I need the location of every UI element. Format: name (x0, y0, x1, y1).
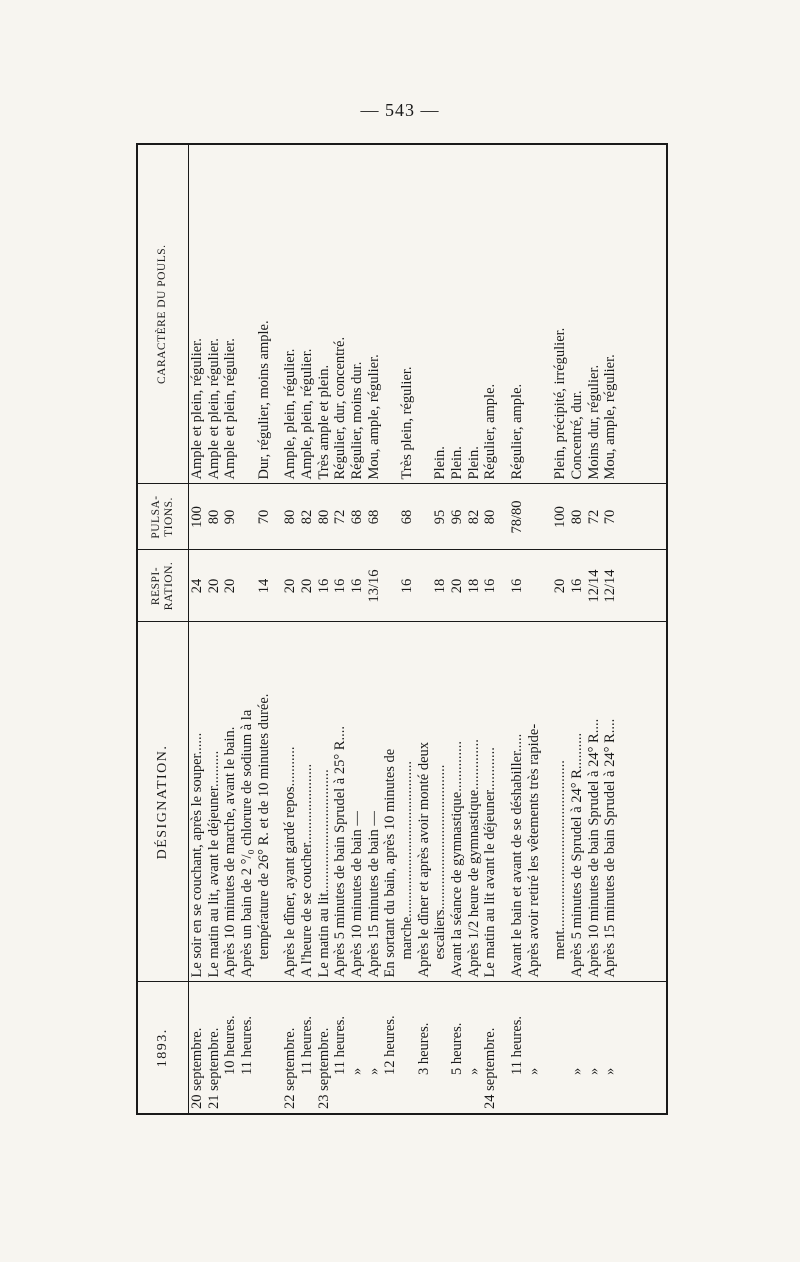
table-row (349, 144, 366, 1114)
header-designation: DÉSIGNATION. (137, 622, 189, 982)
row-spacer (499, 144, 509, 1114)
page-number: — 543 — (360, 100, 440, 120)
table-row (399, 144, 416, 1114)
row-pulsations (526, 484, 543, 550)
table-row (332, 144, 349, 1114)
row-spacer (542, 144, 552, 1114)
row-pulsations: 80 (206, 484, 223, 550)
row-date (256, 982, 273, 1114)
row-respiration: 16 (316, 550, 333, 622)
row-respiration: 20 (206, 550, 223, 622)
row-pulsations: 70 (256, 484, 273, 550)
row-pulsations: 68 (366, 484, 383, 550)
table-row (569, 144, 586, 1114)
row-designation: En sortant du bain, après 10 minutes de (382, 622, 399, 982)
table-row (239, 144, 256, 1114)
spacer-cell (272, 144, 282, 484)
row-pulsations: 80 (316, 484, 333, 550)
filler-cell (619, 484, 667, 550)
table-row (382, 144, 399, 1114)
table-row (509, 144, 526, 1114)
row-date: 11 heures. (299, 982, 316, 1114)
row-caractere: Régulier, dur, concentré. (332, 336, 349, 480)
row-pulsations (416, 484, 433, 550)
row-date (432, 982, 449, 1114)
row-respiration: 18 (466, 550, 483, 622)
table-row (366, 144, 383, 1114)
row-designation: Le matin au lit.................................. (316, 622, 333, 982)
row-caractere: Régulier, ample. (482, 383, 499, 480)
spacer-cell (272, 982, 282, 1114)
row-date: » (602, 982, 619, 1114)
row-caractere: Plein. (449, 446, 466, 480)
row-designation: Après 1/2 heure de gymnastique.............. (466, 622, 483, 982)
row-pulsations: 78/80 (509, 484, 526, 550)
row-pulsations: 82 (466, 484, 483, 550)
row-date: » (366, 982, 383, 1114)
spacer-cell (542, 982, 552, 1114)
row-designation: Après 15 minutes de bain — (366, 622, 383, 982)
row-designation: Après 10 minutes de bain — (349, 622, 366, 982)
row-designation: escaliers........................................ (432, 622, 449, 982)
row-caractere: Ample et plein, régulier. (189, 338, 205, 480)
table-row (282, 144, 299, 1114)
row-designation: Après 5 minutes de bain Sprudel à 25° R.... (332, 622, 349, 982)
row-caractere: Ample, plein, régulier. (282, 348, 299, 480)
row-date: » (526, 982, 543, 1114)
row-respiration (239, 550, 256, 622)
row-designation: marche........................................... (399, 622, 416, 982)
header-respiration: RESPI- RATION. (137, 550, 189, 622)
spacer-cell (272, 550, 282, 622)
row-designation: ment............................................... (552, 622, 569, 982)
row-date: 24 septembre. (482, 982, 499, 1114)
row-pulsations: 96 (449, 484, 466, 550)
spacer-cell (499, 484, 509, 550)
row-designation: température de 26° R. et de 10 minutes durée. (256, 622, 273, 982)
table-row (206, 144, 223, 1114)
row-pulsations: 72 (586, 484, 603, 550)
row-respiration: 16 (399, 550, 416, 622)
row-designation: Avant la séance de gymnastique.............. (449, 622, 466, 982)
row-respiration: 12/14 (602, 550, 619, 622)
row-respiration: 16 (332, 550, 349, 622)
row-respiration: 20 (282, 550, 299, 622)
spacer-cell (542, 484, 552, 550)
spacer-cell (272, 484, 282, 550)
table-row (416, 144, 433, 1114)
table-row (189, 144, 206, 1114)
row-pulsations: 82 (299, 484, 316, 550)
spacer-cell (499, 622, 509, 982)
spacer-cell (542, 622, 552, 982)
table-row (449, 144, 466, 1114)
row-pulsations: 80 (482, 484, 499, 550)
spacer-cell (272, 622, 282, 982)
row-respiration: 18 (432, 550, 449, 622)
table-row (586, 144, 603, 1114)
row-spacer (272, 144, 282, 1114)
row-designation: Après le dîner, ayant gardé repos........... (282, 622, 299, 982)
spacer-cell (499, 550, 509, 622)
row-designation: Après 10 minutes de bain Sprudel à 24° R.... (586, 622, 603, 982)
table-row (482, 144, 499, 1114)
row-date: 12 heures. (382, 982, 399, 1114)
row-date: » (569, 982, 586, 1114)
row-pulsations: 72 (332, 484, 349, 550)
row-respiration: 20 (299, 550, 316, 622)
row-caractere: Très plein, régulier. (399, 366, 416, 480)
row-designation: Après 15 minutes de bain Sprudel à 24° R.... (602, 622, 619, 982)
header-pulsations: PULSA- TIONS. (137, 484, 189, 550)
row-pulsations: 90 (222, 484, 239, 550)
row-date: » (349, 982, 366, 1114)
filler-cell (619, 622, 667, 982)
row-date: » (466, 982, 483, 1114)
table-row (552, 144, 569, 1114)
row-respiration: 24 (189, 550, 206, 622)
row-pulsations: 100 (189, 484, 206, 550)
table-row (299, 144, 316, 1114)
row-date: 22 septembre. (282, 982, 299, 1114)
row-pulsations: 80 (282, 484, 299, 550)
row-respiration: 20 (552, 550, 569, 622)
row-caractere (416, 144, 433, 484)
row-pulsations: 68 (349, 484, 366, 550)
row-caractere: Régulier, moins dur. (349, 361, 366, 480)
row-date: 11 heures. (239, 982, 256, 1114)
table-container (136, 145, 668, 1115)
table-row (432, 144, 449, 1114)
row-respiration: 14 (256, 550, 273, 622)
row-designation: A l'heure de se coucher...................... (299, 622, 316, 982)
row-designation: Le matin au lit, avant le déjeuner.......... (206, 622, 223, 982)
filler-cell (619, 144, 667, 484)
row-caractere: Mou, ample, régulier. (602, 354, 619, 480)
row-designation: Après 10 minutes de marche, avant le bain. (222, 622, 239, 982)
row-respiration: 13/16 (366, 550, 383, 622)
spacer-cell (499, 982, 509, 1114)
table-header-row (137, 144, 189, 1114)
row-caractere: Moins dur, régulier. (585, 364, 602, 480)
row-respiration: 16 (569, 550, 586, 622)
row-respiration: 16 (509, 550, 526, 622)
row-caractere: Plein, précipité, irrégulier. (552, 327, 569, 480)
row-respiration (416, 550, 433, 622)
row-caractere: Plein. (432, 446, 449, 480)
pulse-table (136, 143, 668, 1115)
header-caractere: CARACTÈRE DU POULS. (137, 144, 189, 484)
row-caractere: Mou, ample, régulier. (365, 354, 382, 480)
filler-cell (619, 982, 667, 1114)
spacer-cell (542, 144, 552, 484)
row-caractere: Plein. (465, 446, 482, 480)
row-caractere: Ample et plein, régulier. (222, 338, 239, 480)
row-respiration (382, 550, 399, 622)
row-date: 11 heures. (509, 982, 526, 1114)
table-row (526, 144, 543, 1114)
row-date: 21 septembre. (206, 982, 223, 1114)
row-caractere (382, 144, 399, 484)
row-respiration: 20 (449, 550, 466, 622)
row-date: 10 heures. (222, 982, 239, 1114)
row-designation: Après avoir retiré les vêtements très rapide- (526, 622, 543, 982)
spacer-cell (542, 550, 552, 622)
header-date: 1893. (137, 982, 189, 1114)
table-row (256, 144, 273, 1114)
row-pulsations (382, 484, 399, 550)
row-pulsations: 70 (602, 484, 619, 550)
row-respiration (526, 550, 543, 622)
table-row (316, 144, 333, 1114)
table-row (466, 144, 483, 1114)
spacer-cell (499, 144, 509, 484)
row-designation: Avant le bain et avant de se déshabiller..... (509, 622, 526, 982)
row-pulsations: 95 (432, 484, 449, 550)
table-row (222, 144, 239, 1114)
row-caractere (526, 144, 543, 484)
row-filler (619, 144, 667, 1114)
row-date: 3 heures. (416, 982, 433, 1114)
row-respiration: 16 (482, 550, 499, 622)
row-date (552, 982, 569, 1114)
row-date: 11 heures. (332, 982, 349, 1114)
row-date: 20 septembre. (189, 982, 206, 1114)
rotated-table (136, 145, 668, 1115)
row-pulsations: 80 (569, 484, 586, 550)
row-designation: Après le dîner et après avoir monté deux (416, 622, 433, 982)
row-date: » (586, 982, 603, 1114)
table-body (189, 144, 668, 1114)
row-caractere: Ample et plein, régulier. (205, 338, 222, 480)
row-date (399, 982, 416, 1114)
row-designation: Après 5 minutes de Sprudel à 24° R.......... (569, 622, 586, 982)
row-caractere: Dur, régulier, moins ample. (255, 320, 272, 480)
row-caractere: Concentré, dur. (569, 390, 586, 480)
row-respiration: 20 (222, 550, 239, 622)
row-pulsations: 68 (399, 484, 416, 550)
row-caractere (239, 144, 256, 484)
row-pulsations: 100 (552, 484, 569, 550)
row-caractere: Ample, plein, régulier. (299, 348, 316, 480)
row-pulsations (239, 484, 256, 550)
row-respiration: 16 (349, 550, 366, 622)
row-respiration: 12/14 (586, 550, 603, 622)
row-date: 5 heures. (449, 982, 466, 1114)
table-row (602, 144, 619, 1114)
row-designation: Le matin au lit avant le déjeuner............ (482, 622, 499, 982)
filler-cell (619, 550, 667, 622)
row-date: 23 septembre. (316, 982, 333, 1114)
row-designation: Après un bain de 2 °/₀ chlorure de sodium à la (239, 622, 256, 982)
row-designation: Le soir en se couchant, après le souper...... (189, 622, 206, 982)
row-caractere: Régulier, ample. (509, 383, 526, 480)
row-caractere: Très ample et plein. (315, 364, 332, 480)
